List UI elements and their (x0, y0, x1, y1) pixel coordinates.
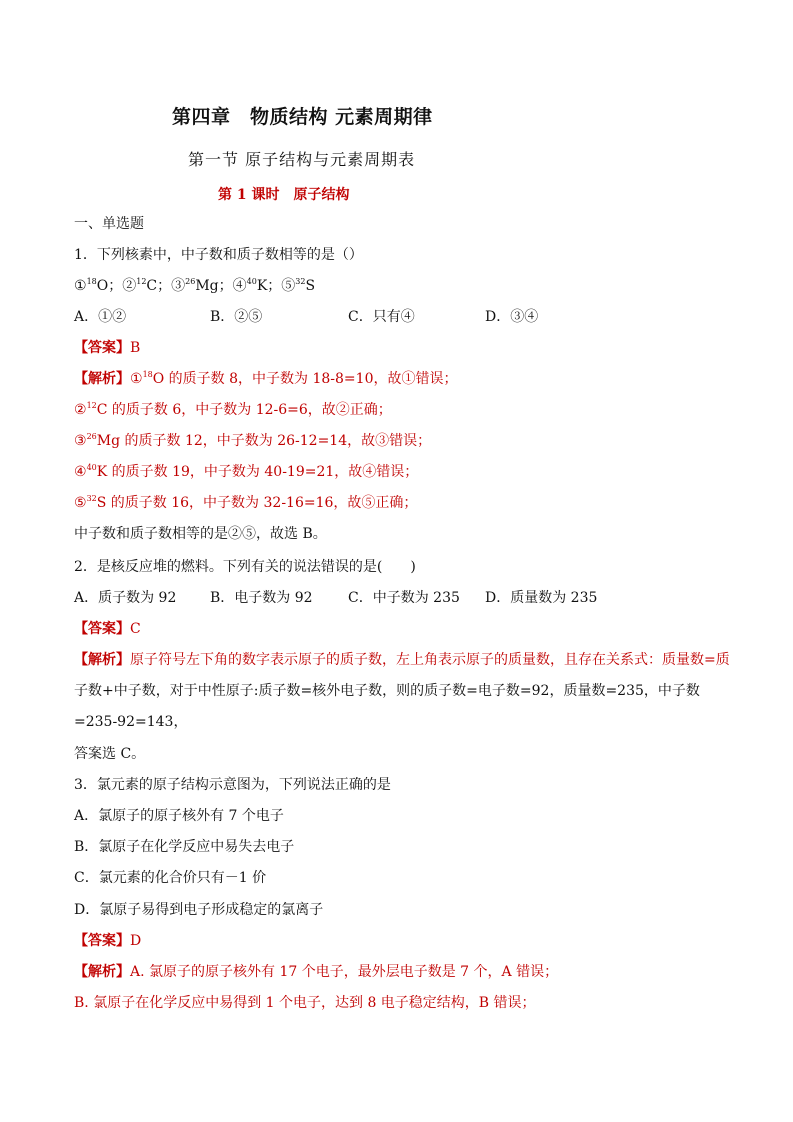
q1-stem: 1．下列核素中，中子数和质子数相等的是（） (74, 247, 363, 263)
q3-option-a: A．氯原子的原子核外有 7 个电子 (74, 808, 284, 824)
q3-analysis-line-1: 【解析】A. 氯原子的原子核外有 17 个电子，最外层电子数是 7 个，A 错误； (74, 964, 559, 980)
q3-stem: 3．氯元素的原子结构示意图为，下列说法正确的是 (74, 777, 391, 793)
q2-analysis-line-2: 子数+中子数，对于中性原子:质子数=核外电子数，则的质子数=电子数=92，质量数=235，中子数 (74, 683, 700, 699)
q3-answer: 【答案】D (74, 933, 142, 949)
lesson-title: 第 1 课时 原子结构 (218, 187, 350, 203)
q1-analysis-line-1: 【解析】①$^{18}$O 的质子数 8，中子数为 18-8=10，故①错误； (74, 370, 458, 387)
q1-analysis-line-3: ③$^{26}$Mg 的质子数 12，中子数为 26-12=14，故③错误； (74, 432, 432, 449)
q1-option-b: B．②⑤ (210, 309, 263, 325)
q1-answer: 【答案】B (74, 340, 141, 356)
q1-conclusion: 中子数和质子数相等的是②⑤，故选 B。 (74, 526, 327, 542)
q2-stem: 2．是核反应堆的燃料。下列有关的说法错误的是( ) (74, 559, 416, 575)
part-heading: 一、单选题 (74, 216, 144, 232)
q1-analysis-line-2: ②$^{12}$C 的质子数 6，中子数为 12-6=6，故②正确； (74, 401, 392, 418)
q2-analysis-line-1: 【解析】原子符号左下角的数字表示原子的质子数，左上角表示原子的质量数，且存在关系式：质量数=质 (74, 652, 730, 668)
q1-option-d: D．③④ (485, 309, 539, 325)
q2-answer: 【答案】C (74, 621, 141, 637)
q3-option-d: D．氯原子易得到电子形成稳定的氯离子 (74, 902, 324, 918)
q1-option-a: A．①② (74, 309, 127, 325)
section-title: 第一节 原子结构与元素周期表 (188, 150, 416, 169)
q1-analysis-line-5: ⑤$^{32}$S 的质子数 16，中子数为 32-16=16，故⑤正确； (74, 494, 418, 511)
q2-option-d: D．质量数为 235 (485, 590, 598, 606)
q2-option-b: B．电子数为 92 (210, 590, 313, 606)
chapter-title: 第四章 物质结构 元素周期律 (172, 106, 433, 128)
q1-nuclide-list: ①$^{18}$O；②$^{12}$C；③$^{26}$Mg；④$^{40}$K；⑤$^{32}$S (74, 277, 316, 294)
q1-option-c: C．只有④ (348, 309, 415, 325)
q2-conclusion: 答案选 C。 (74, 746, 146, 762)
q2-option-a: A．质子数为 92 (74, 590, 177, 606)
q3-analysis-line-2: B. 氯原子在化学反应中易得到 1 个电子，达到 8 电子稳定结构，B 错误； (74, 995, 536, 1011)
q2-analysis-line-3: =235-92=143， (74, 714, 188, 730)
q3-option-c: C．氯元素的化合价只有－1 价 (74, 870, 267, 886)
q2-option-c: C．中子数为 235 (348, 590, 460, 606)
q3-option-b: B．氯原子在化学反应中易失去电子 (74, 839, 295, 855)
q1-analysis-line-4: ④$^{40}$K 的质子数 19，中子数为 40-19=21，故④错误； (74, 463, 419, 480)
